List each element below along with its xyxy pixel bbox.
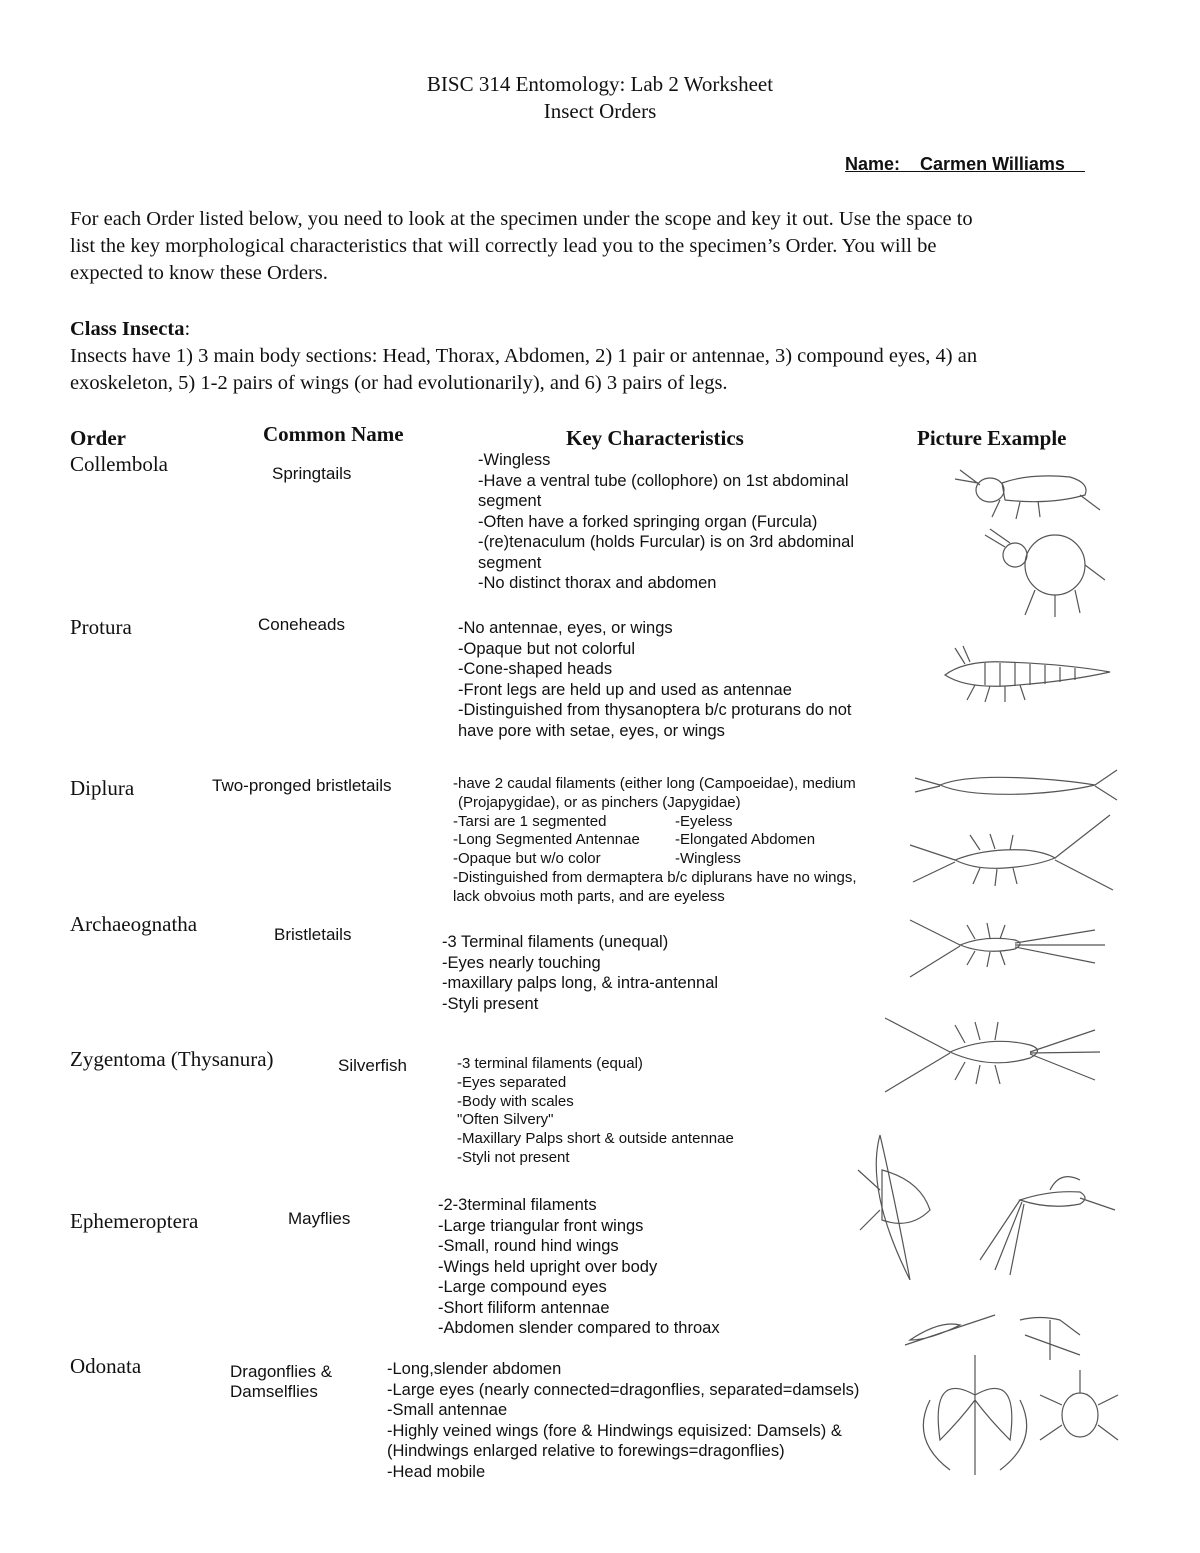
characteristics-collembola: -Wingless -Have a ventral tube (collophore) on 1st abdominal segment -Often have a forked springing organ (Furcula) -(re)tenaculum (holds Furcular) is on 3rd abdominal segment -No distinct thorax and abdomen <box>478 451 854 592</box>
order-protura: Protura <box>70 615 132 639</box>
characteristics-odonata: -Long,slender abdomen -Large eyes (nearly connected=dragonflies, separated=damsels) -Small antennae -Highly veined wings (fore & Hindwings equisized: Damsels) & (Hindwings enlarged relative to forewings=dragonflies) -Head mobile <box>387 1360 860 1481</box>
class-insecta-line: Insects have 1) 3 main body sections: Head, Thorax, Abdomen, 2) 1 pair or antennae, 3) compound eyes, 4) an <box>70 345 978 367</box>
common-name-odonata: Dragonflies & Damselflies <box>230 1362 333 1401</box>
characteristics-diplura-right: -Eyeless -Elongated Abdomen -Wingless <box>675 812 816 868</box>
dragonfly-illustration <box>900 1300 1120 1480</box>
order-collembola: Collembola <box>70 452 168 476</box>
order-diplura: Diplura <box>70 776 135 800</box>
header-picture-example: Picture Example <box>917 426 1067 450</box>
class-insecta-heading: Class Insecta <box>70 318 185 340</box>
springtail-illustration <box>930 455 1105 630</box>
proturan-illustration <box>925 640 1115 720</box>
worksheet-subtitle: Insect Orders <box>543 99 657 123</box>
common-name-diplura: Two-pronged bristletails <box>212 776 392 795</box>
worksheet-title: BISC 314 Entomology: Lab 2 Worksheet <box>426 72 774 96</box>
characteristics-ephemeroptera: -2-3terminal filaments -Large triangular front wings -Small, round hind wings -Wings held upright over body -Large compound eyes -Short filiform antennae -Abdomen slender compared to throax <box>438 1196 720 1337</box>
silverfish-illustration <box>880 1010 1120 1110</box>
order-odonata: Odonata <box>70 1354 142 1378</box>
instructions-line: expected to know these Orders. <box>70 262 328 284</box>
class-insecta-section: Class Insecta: Insects have 1) 3 main body sections: Head, Thorax, Abdomen, 2) 1 pair or antennae, 3) compound eyes, 4) an exoskeleton, 5) 1-2 pairs of wings (or had evolutionarily), and 6) 3 pairs of legs. <box>70 316 1135 397</box>
common-name-zygentoma: Silverfish <box>338 1056 407 1075</box>
bristletail-illustration <box>905 905 1120 990</box>
student-name: Carmen Williams <box>920 154 1065 174</box>
instructions-line: list the key morphological characteristics that will correctly lead you to the specimen’s Order. You will be <box>70 235 937 257</box>
common-name-ephemeroptera: Mayflies <box>288 1209 351 1228</box>
characteristics-protura: -No antennae, eyes, or wings -Opaque but not colorful -Cone-shaped heads -Front legs are held up and used as antennae -Distinguished from thysanoptera b/c proturans do not have pore with setae, eyes, or wings <box>458 619 852 740</box>
characteristics-zygentoma: -3 terminal filaments (equal) -Eyes separated -Body with scales "Often Silvery" -Maxillary Palps short & outside antennae -Styli not present <box>457 1055 734 1166</box>
student-name-line <box>845 154 1085 175</box>
order-archaeognatha: Archaeognatha <box>70 912 198 936</box>
order-zygentoma: Zygentoma (Thysanura) <box>70 1047 274 1071</box>
characteristics-archaeognatha: -3 Terminal filaments (unequal) -Eyes nearly touching -maxillary palps long, & intra-antennal -Styli present <box>442 933 719 1013</box>
dipluran-illustration <box>905 750 1120 900</box>
class-insecta-line: exoskeleton, 5) 1-2 pairs of wings (or had evolutionarily), and 6) 3 pairs of legs. <box>70 372 728 394</box>
characteristics-diplura: -have 2 caudal filaments (either long (Campoeidae), medium (Projapygidae), or as pinchers (Japygidae) -Tarsi are 1 segmented -Long Segmented Antennae -Opaque but w/o color -Distinguished from dermaptera b/c diplurans have no wings, lack obvoius moth parts, and are eyeless <box>453 775 857 905</box>
instructions-line: For each Order listed below, you need to look at the specimen under the scope and key it out. Use the space to <box>70 208 973 230</box>
order-ephemeroptera: Ephemeroptera <box>70 1209 199 1233</box>
header-common-name: Common Name <box>263 422 404 446</box>
mayfly-illustration <box>850 1130 1120 1285</box>
common-name-archaeognatha: Bristletails <box>274 925 352 944</box>
instructions-paragraph <box>70 206 1135 287</box>
common-name-protura: Coneheads <box>258 615 345 634</box>
common-name-collembola: Springtails <box>272 464 352 483</box>
header-key-characteristics: Key Characteristics <box>566 426 744 450</box>
header-order: Order <box>70 426 126 450</box>
name-label: Name: <box>845 154 901 174</box>
